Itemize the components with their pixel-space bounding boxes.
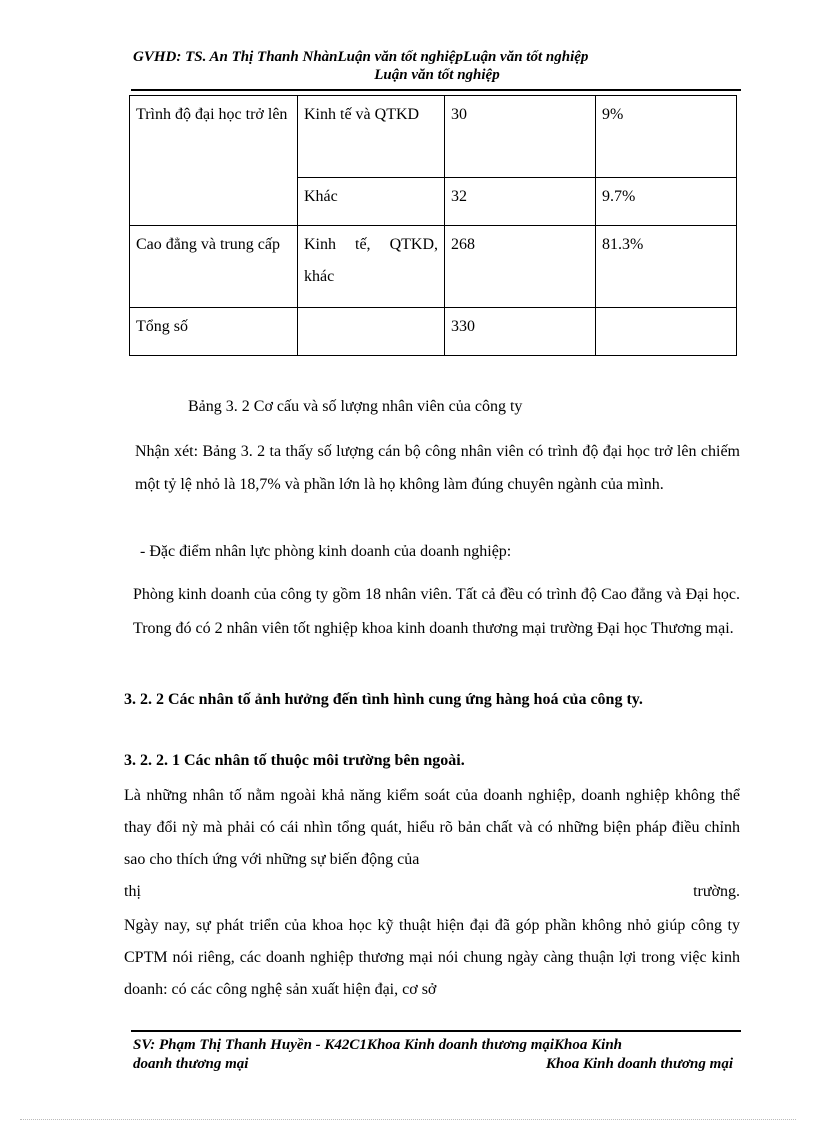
table-cell [298, 308, 445, 356]
paragraph-sales-department: Phòng kinh doanh của công ty gồm 18 nhân viên. Tất cả đều có trình độ Cao đẳng và Đại học. Trong đó có 2 nhân viên tốt nghiệp khoa kinh doanh thương mại trường Đại học Thương mại. [133, 586, 740, 637]
header-line-2: Luận văn tốt nghiệp [374, 67, 500, 83]
footer-left-text: doanh thương mại [133, 1056, 249, 1072]
footer-line-2 [133, 1055, 733, 1074]
table-row [130, 308, 737, 356]
table-cell: 32 [445, 178, 596, 226]
footer-line-1: SV: Phạm Thị Thanh Huyền - K42C1Khoa Kinh doanh thương mạiKhoa Kinh [133, 1037, 623, 1053]
table-cell: 81.3% [596, 226, 737, 308]
table-cell: 9% [596, 96, 737, 178]
table-row [130, 226, 737, 308]
header-line-1: GVHD: TS. An Thị Thanh NhànLuận văn tốt nghiệpLuận văn tốt nghiệp [133, 49, 589, 65]
table-cell: Kinh tế, QTKD, khác [298, 226, 445, 308]
table-cell: 268 [445, 226, 596, 308]
table-cell: Cao đẳng và trung cấp [130, 226, 298, 308]
paragraph-word: thị [124, 883, 141, 900]
table-cell: Trình độ đại học trở lên [130, 96, 298, 226]
staff-structure-table [129, 95, 737, 356]
table-cell [596, 308, 737, 356]
page-bottom-border [20, 1119, 796, 1120]
paragraph-remark: Nhận xét: Bảng 3. 2 ta thấy số lượng cán bộ công nhân viên có trình độ đại học trở lên chiếm một tỷ lệ nhỏ là 18,7% và phần lớn là họ không làm đúng chuyên ngành của mình. [135, 443, 740, 493]
section-heading: 3. 2. 2 Các nhân tố ảnh hưởng đến tình hình cung ứng hàng hoá của công ty. [124, 691, 643, 708]
footer-divider [131, 1030, 741, 1032]
table-cell: Khác [298, 178, 445, 226]
paragraph-external-factors [124, 780, 740, 908]
table-caption: Bảng 3. 2 Cơ cấu và số lượng nhân viên của công ty [188, 398, 523, 415]
table-cell: Kinh tế và QTKD [298, 96, 445, 178]
paragraph-word: trường. [693, 883, 740, 900]
paragraph-last-line [124, 876, 740, 908]
page-footer [133, 1036, 733, 1074]
table-row [130, 96, 737, 178]
table-cell: 9.7% [596, 178, 737, 226]
page-header [133, 48, 741, 84]
header-divider [131, 89, 741, 91]
table-cell: Tổng số [130, 308, 298, 356]
footer-right-text: Khoa Kinh doanh thương mại [545, 1056, 733, 1072]
table-cell: 330 [445, 308, 596, 356]
paragraph-text: Là những nhân tố nằm ngoài khả năng kiểm soát của doanh nghiệp, doanh nghiệp không thể thay đổi nỳ mà phải có cái nhìn tổng quát, hiểu rõ bản chất và có những biện pháp điều chỉnh sao cho thích ứng với những sự biến động của [124, 787, 740, 868]
paragraph-technology: Ngày nay, sự phát triển của khoa học kỹ thuật hiện đại đã góp phần không nhỏ giúp công ty CPTM nói riêng, các doanh nghiệp thương mại nói chung ngày càng thuận lợi trong việc kinh doanh: có các công nghệ sản xuất hiện đại, cơ sở [124, 917, 740, 998]
bullet-item: - Đặc điểm nhân lực phòng kinh doanh của doanh nghiệp: [140, 543, 512, 560]
table-cell: 30 [445, 96, 596, 178]
subsection-heading: 3. 2. 2. 1 Các nhân tố thuộc môi trường bên ngoài. [124, 752, 465, 769]
